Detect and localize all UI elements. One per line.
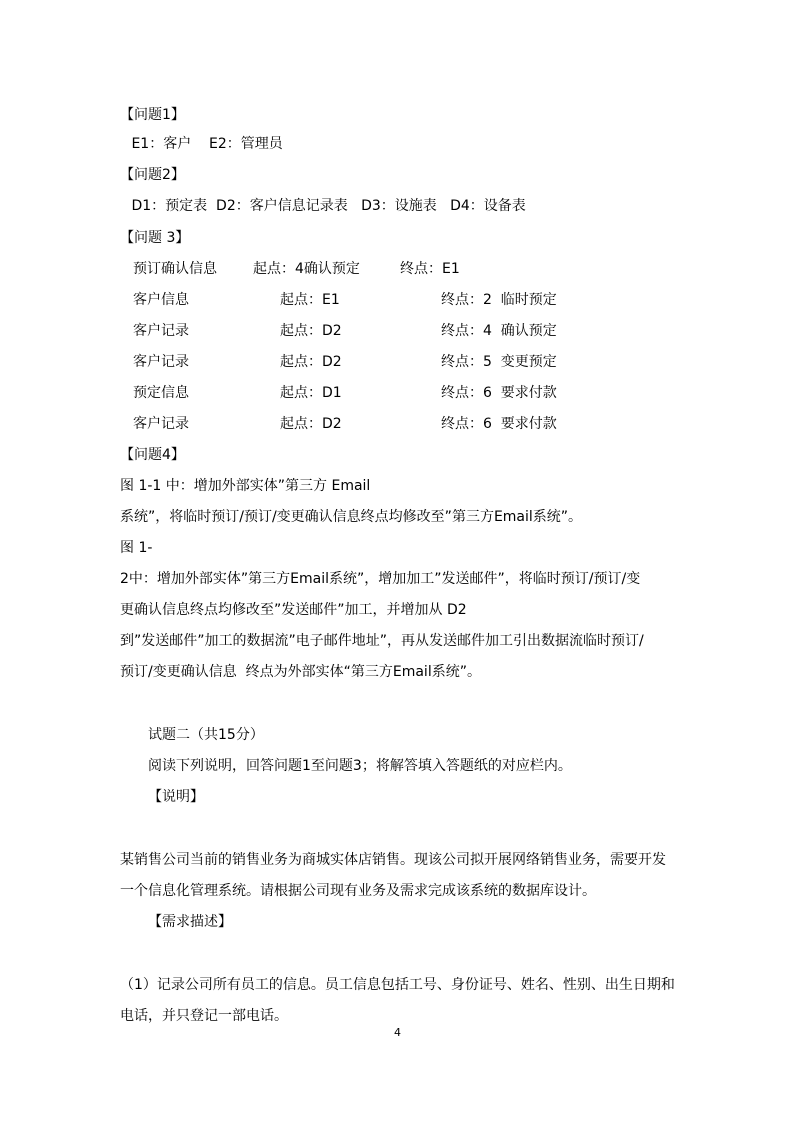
dataflow-start: 起点：E1 bbox=[280, 292, 340, 308]
explanation-paragraph-line: 某销售公司当前的销售业务为商城实体店销售。现该公司拟开展网络销售业务，需要开发 bbox=[120, 852, 666, 868]
exam-question-title: 试题二（共15分） bbox=[148, 727, 264, 743]
page-number: 4 bbox=[394, 1026, 401, 1039]
question-3-heading: 【问题 3】 bbox=[120, 230, 190, 246]
dataflow-name: 客户信息 bbox=[133, 292, 189, 308]
dataflow-start: 起点：D2 bbox=[280, 354, 342, 370]
question-4-heading: 【问题4】 bbox=[120, 447, 185, 463]
answer-line: 预订/变更确认信息 终点为外部实体“第三方Email系统”。 bbox=[120, 664, 481, 680]
answer-line: 系统”，将临时预订/预订/变更确认信息终点均修改至”第三方Email系统”。 bbox=[120, 509, 583, 525]
question-2-answer: D1：预定表 D2：客户信息记录表 D3：设施表 D4：设备表 bbox=[127, 198, 526, 214]
dataflow-end: 终点：E1 bbox=[400, 261, 460, 277]
exam-instruction: 阅读下列说明，回答问题1至问题3；将解答填入答题纸的对应栏内。 bbox=[148, 758, 572, 774]
answer-line: 到”发送邮件”加工的数据流”电子邮件地址”，再从发送邮件加工引出数据流临时预订/ bbox=[120, 633, 644, 649]
explanation-paragraph-line: 一个信息化管理系统。请根据公司现有业务及需求完成该系统的数据库设计。 bbox=[120, 883, 596, 899]
question-2-heading: 【问题2】 bbox=[120, 167, 185, 183]
dataflow-name: 客户记录 bbox=[133, 354, 189, 370]
answer-line: 更确认信息终点均修改至”发送邮件”加工，并增加从 D2 bbox=[120, 602, 467, 618]
answer-line: 图 1- bbox=[120, 540, 153, 556]
dataflow-end: 终点：6 要求付款 bbox=[441, 416, 557, 432]
dataflow-name: 客户记录 bbox=[133, 323, 189, 339]
requirements-heading: 【需求描述】 bbox=[148, 914, 232, 930]
dataflow-end: 终点：4 确认预定 bbox=[441, 323, 557, 339]
explanation-heading: 【说明】 bbox=[148, 789, 204, 805]
dataflow-start: 起点：4确认预定 bbox=[253, 261, 360, 277]
dataflow-end: 终点：2 临时预定 bbox=[441, 292, 557, 308]
dataflow-start: 起点：D2 bbox=[280, 416, 342, 432]
answer-line: 2中：增加外部实体”第三方Email系统”，增加加工”发送邮件”，将临时预订/预订/变 bbox=[120, 571, 641, 587]
dataflow-end: 终点：5 变更预定 bbox=[441, 354, 557, 370]
dataflow-start: 起点：D2 bbox=[280, 323, 342, 339]
answer-line: 图 1-1 中：增加外部实体”第三方 Email bbox=[120, 478, 371, 494]
dataflow-name: 预订确认信息 bbox=[133, 261, 217, 277]
dataflow-name: 预定信息 bbox=[133, 385, 189, 401]
question-1-heading: 【问题1】 bbox=[120, 107, 185, 123]
dataflow-name: 客户记录 bbox=[133, 416, 189, 432]
dataflow-start: 起点：D1 bbox=[280, 385, 342, 401]
requirement-line: 电话，并只登记一部电话。 bbox=[120, 1008, 288, 1024]
dataflow-end: 终点：6 要求付款 bbox=[441, 385, 557, 401]
requirement-line: （1）记录公司所有员工的信息。员工信息包括工号、身份证号、姓名、性别、出生日期和 bbox=[120, 977, 675, 993]
question-1-answer: E1：客户 E2：管理员 bbox=[127, 136, 283, 152]
